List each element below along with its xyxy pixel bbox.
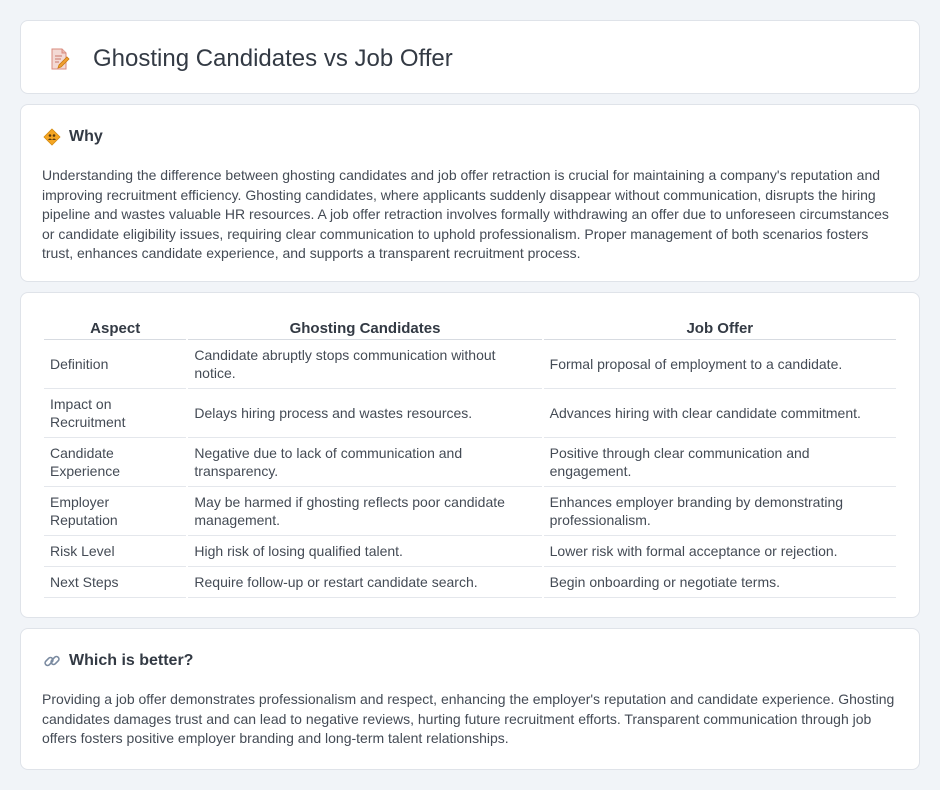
better-heading (43, 651, 193, 671)
table-row (44, 438, 896, 487)
comparison-section (20, 292, 920, 618)
job-offer-cell: Enhances employer branding by demonstrating professionalism. (544, 487, 896, 536)
better-title: Which is better? (69, 652, 194, 669)
comparison-table (42, 314, 898, 598)
link-icon (43, 652, 61, 670)
aspect-cell: Employer Reputation (44, 487, 186, 536)
header-job-offer: Job Offer (544, 314, 896, 340)
table-header-row (44, 314, 896, 340)
better-paragraph: Providing a job offer demonstrates professionalism and respect, enhancing the employer's reputation and candidate experience. Ghosting candidates damages trust and can lead to negative reviews, hurting future recruitment efforts. Transparent communication through job offers fosters positive employer branding and long-term talent relationships. (42, 691, 895, 746)
job-offer-cell: Formal proposal of employment to a candidate. (544, 340, 896, 389)
table-row (44, 567, 896, 598)
ghosting-cell: Require follow-up or restart candidate search. (188, 567, 541, 598)
ghosting-cell: High risk of losing qualified talent. (188, 536, 541, 567)
ghosting-cell: Negative due to lack of communication and transparency. (188, 438, 541, 487)
why-paragraph: Understanding the difference between ghosting candidates and job offer retraction is crucial for maintaining a company's reputation and improving recruitment efficiency. Ghosting candidates, where applicants suddenly disappear without communication, disrupts the hiring pipeline and wastes valuable HR resources. A job offer retraction involves formally withdrawing an offer due to unforeseen circumstances or candidate eligibility issues, requiring clear communication to uphold professionalism. Proper management of both scenarios fosters trust, enhances candidate experience, and supports a transparent recruitment process. (42, 167, 889, 261)
table-row (44, 487, 896, 536)
which-is-better-section (20, 628, 920, 770)
ghosting-cell: May be harmed if ghosting reflects poor candidate management. (188, 487, 541, 536)
aspect-cell: Candidate Experience (44, 438, 186, 487)
ghosting-cell: Candidate abruptly stops communication without notice. (188, 340, 541, 389)
page-title: Ghosting Candidates vs Job Offer (93, 45, 453, 72)
table-row (44, 389, 896, 438)
aspect-cell: Impact on Recruitment (44, 389, 186, 438)
job-offer-cell: Lower risk with formal acceptance or rejection. (544, 536, 896, 567)
job-offer-cell: Begin onboarding or negotiate terms. (544, 567, 896, 598)
aspect-cell: Risk Level (44, 536, 186, 567)
header-ghosting: Ghosting Candidates (188, 314, 541, 340)
job-offer-cell: Advances hiring with clear candidate commitment. (544, 389, 896, 438)
aspect-cell: Next Steps (44, 567, 186, 598)
header-aspect: Aspect (44, 314, 186, 340)
aspect-cell: Definition (44, 340, 186, 389)
table-row (44, 536, 896, 567)
diamond-people-icon (43, 128, 61, 146)
document-pencil-icon (47, 47, 71, 71)
ghosting-cell: Delays hiring process and wastes resources. (188, 389, 541, 438)
table-row (44, 340, 896, 389)
why-title: Why (69, 128, 103, 145)
header-card (20, 20, 920, 94)
why-heading (43, 127, 103, 147)
why-section (20, 104, 920, 282)
job-offer-cell: Positive through clear communication and engagement. (544, 438, 896, 487)
